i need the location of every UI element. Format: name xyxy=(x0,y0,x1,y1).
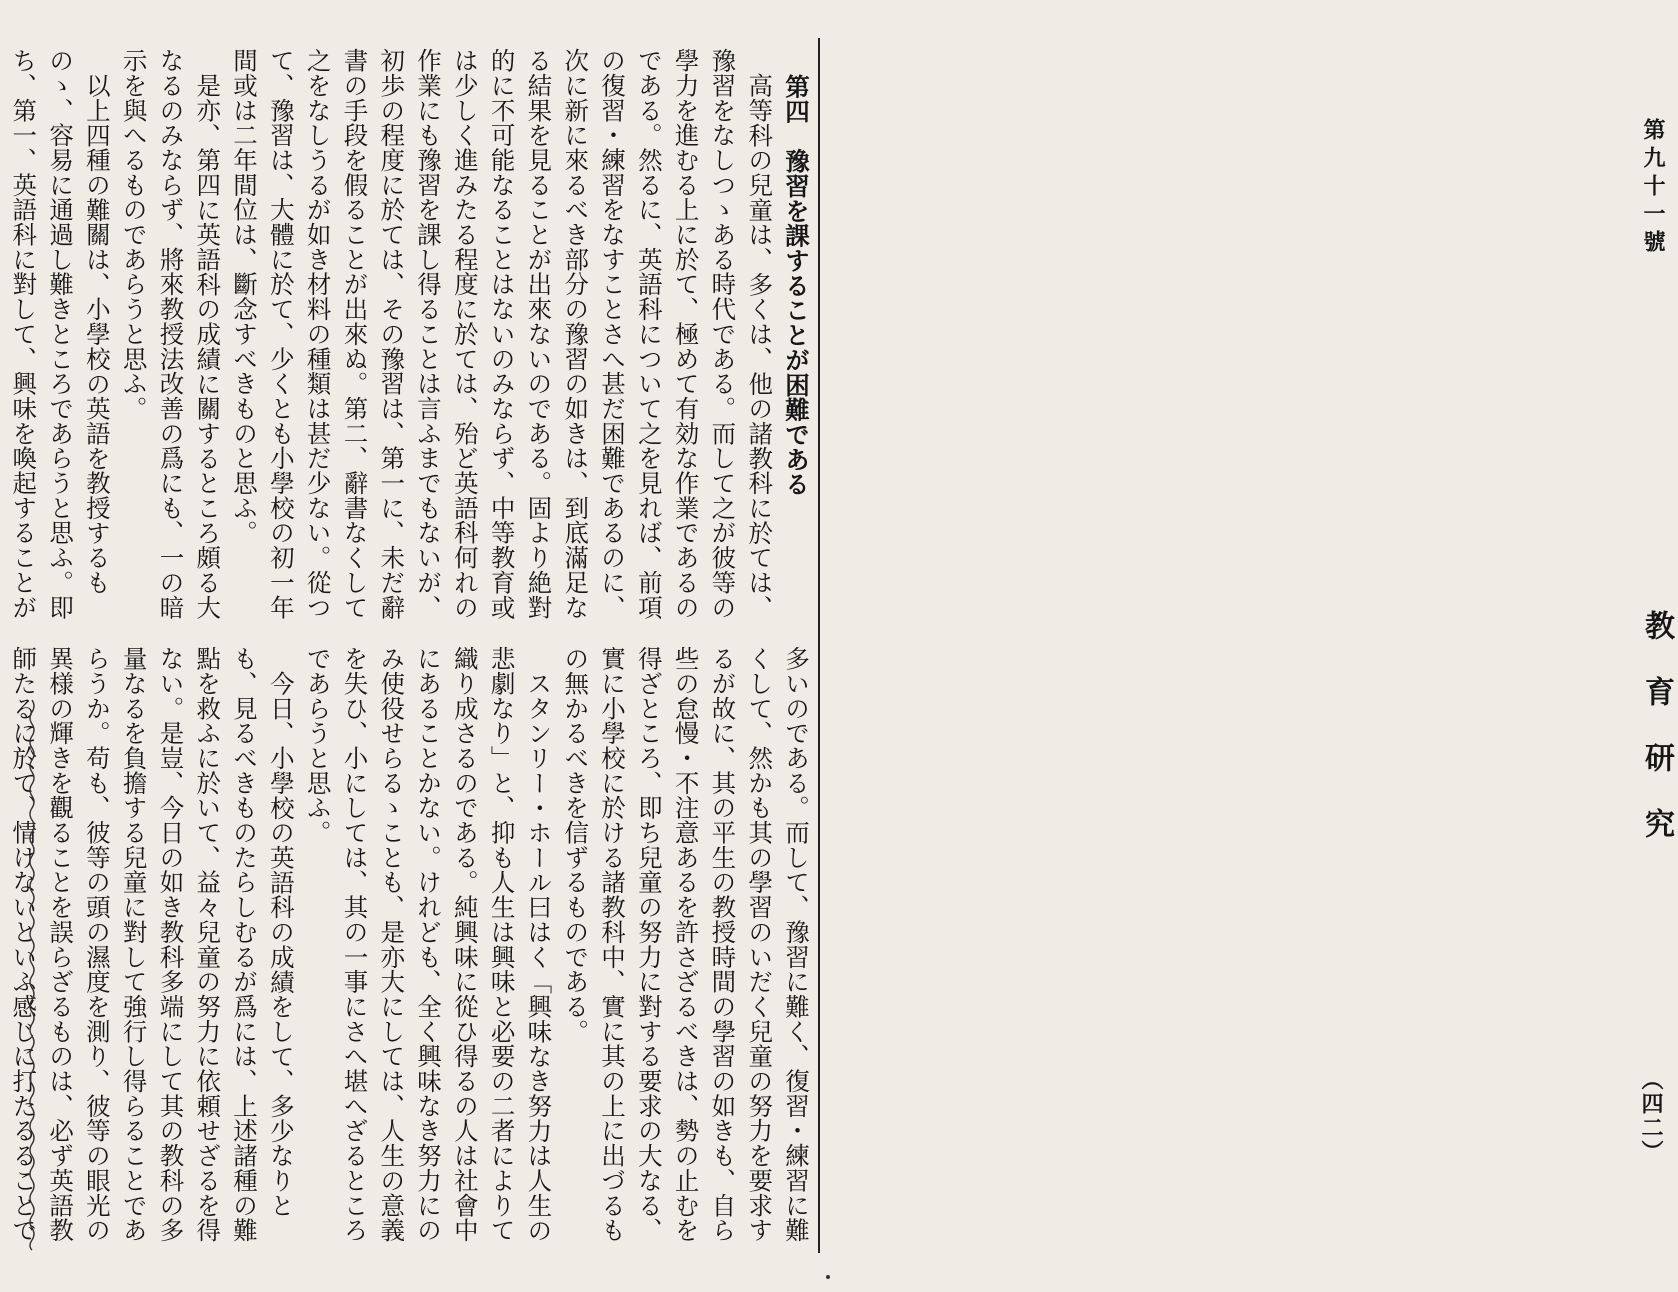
upper-paragraph-1: 高等科の兒童は、多くは、他の諸教科に於ては、豫習をなしつゝある時代である。而して之が彼等の學力を進むる上に於て、極めて有効な作業であるのである。然るに、英語科について之を見れば、前項の復習・練習をなすことさへ甚だ困難であるのに、次に新に來るべき部分の豫習の如きは、到底滿足なる結果を見ることが出來ないのである。固より絶對的に不可能なることはないのみならず、中等教育或は少しく進みたる程度に於ては、殆ど英語科何れの作業にも豫習を課し得ることは言ふまでもないが、初歩の程度に於ては、その豫習は、第一に、未だ辭書の手段を假ることが出來ぬ。第二、辭書なくして之をなしうるが如き材料の種類は甚だ少ない。從つて、豫習は、大體に於て、少くとも小學校の初一年間或は二年間位は、斷念すべきものと思ふ。 xyxy=(230,48,775,620)
section-heading: 第四 豫習を課することが困難である xyxy=(782,74,811,497)
lower-paragraph-1: 多いのである。而して、豫習に難く、復習・練習に難くして、然かも其の學習のいだく兒童の努力を要求するが故に、其の平生の教授時間の學習の如きも、自ら些の怠慢・不注意あるを許さざるべきは、勢の止むを得ざところ、即ち兒童の努力に對する要求の大なる、實に小學校に於ける諸教科中、實に其の上に出づるもの無かるべきを信ずるものである。 xyxy=(561,646,811,1243)
section-end-wavy-rule xyxy=(26,700,38,1250)
upper-paragraph-2: 是亦、第四に英語科の成績に關するところ頗る大なるのみならず、將來教授法改善の爲にも、一の暗示を與へるものであらうと思ふ。 xyxy=(119,48,223,620)
issue-number: 第九十一號 xyxy=(1640,118,1666,258)
lower-paragraph-3: 今日、小學校の英語科の成績をして、多少なりとも、見るべきものたらしむるが爲には、上述諸種の難點を救ふに於いて、益々兒童の努力に依頼せざるを得ない。是豈、今日の如き教科多端にして其の教科の多量なるを負擔する兒童に對して強行し得らることであらうか。苟も、彼等の頭の濕度を測り、彼等の眼光の異様の輝きを觀ることを誤らざるものは、必ず英語教師たるに於て、情けないといふ感じに打たるることで xyxy=(9,646,296,1243)
upper-paragraph-3: 以上四種の難關は、小學校の英語を教授するものゝ、容易に通過し難きところであらうと思ふ。即ち、第一、英語科に對して、興味を喚起することが xyxy=(9,48,112,620)
upper-text-block xyxy=(9,48,814,636)
header-divider-rule xyxy=(818,38,820,1253)
journal-title: 教育研究 xyxy=(1639,610,1674,874)
lower-text-block xyxy=(9,646,814,1254)
print-speck xyxy=(826,1275,830,1279)
page-number: （四二） xyxy=(1638,1068,1664,1164)
lower-paragraph-2: スタンリー・ホール曰はく「興味なき努力は人生の悲劇なり」と、抑も人生は興味と必要の二者によりて織り成さるのである。純興味に從ひ得るの人は社會中にあることかない。けれども、全く興味なき努力にのみ使役せらるゝことも、是亦大にしては、人生の意義を失ひ、小にしては、其の一事にさへ堪へざるところであらうと思ふ。 xyxy=(303,646,554,1243)
